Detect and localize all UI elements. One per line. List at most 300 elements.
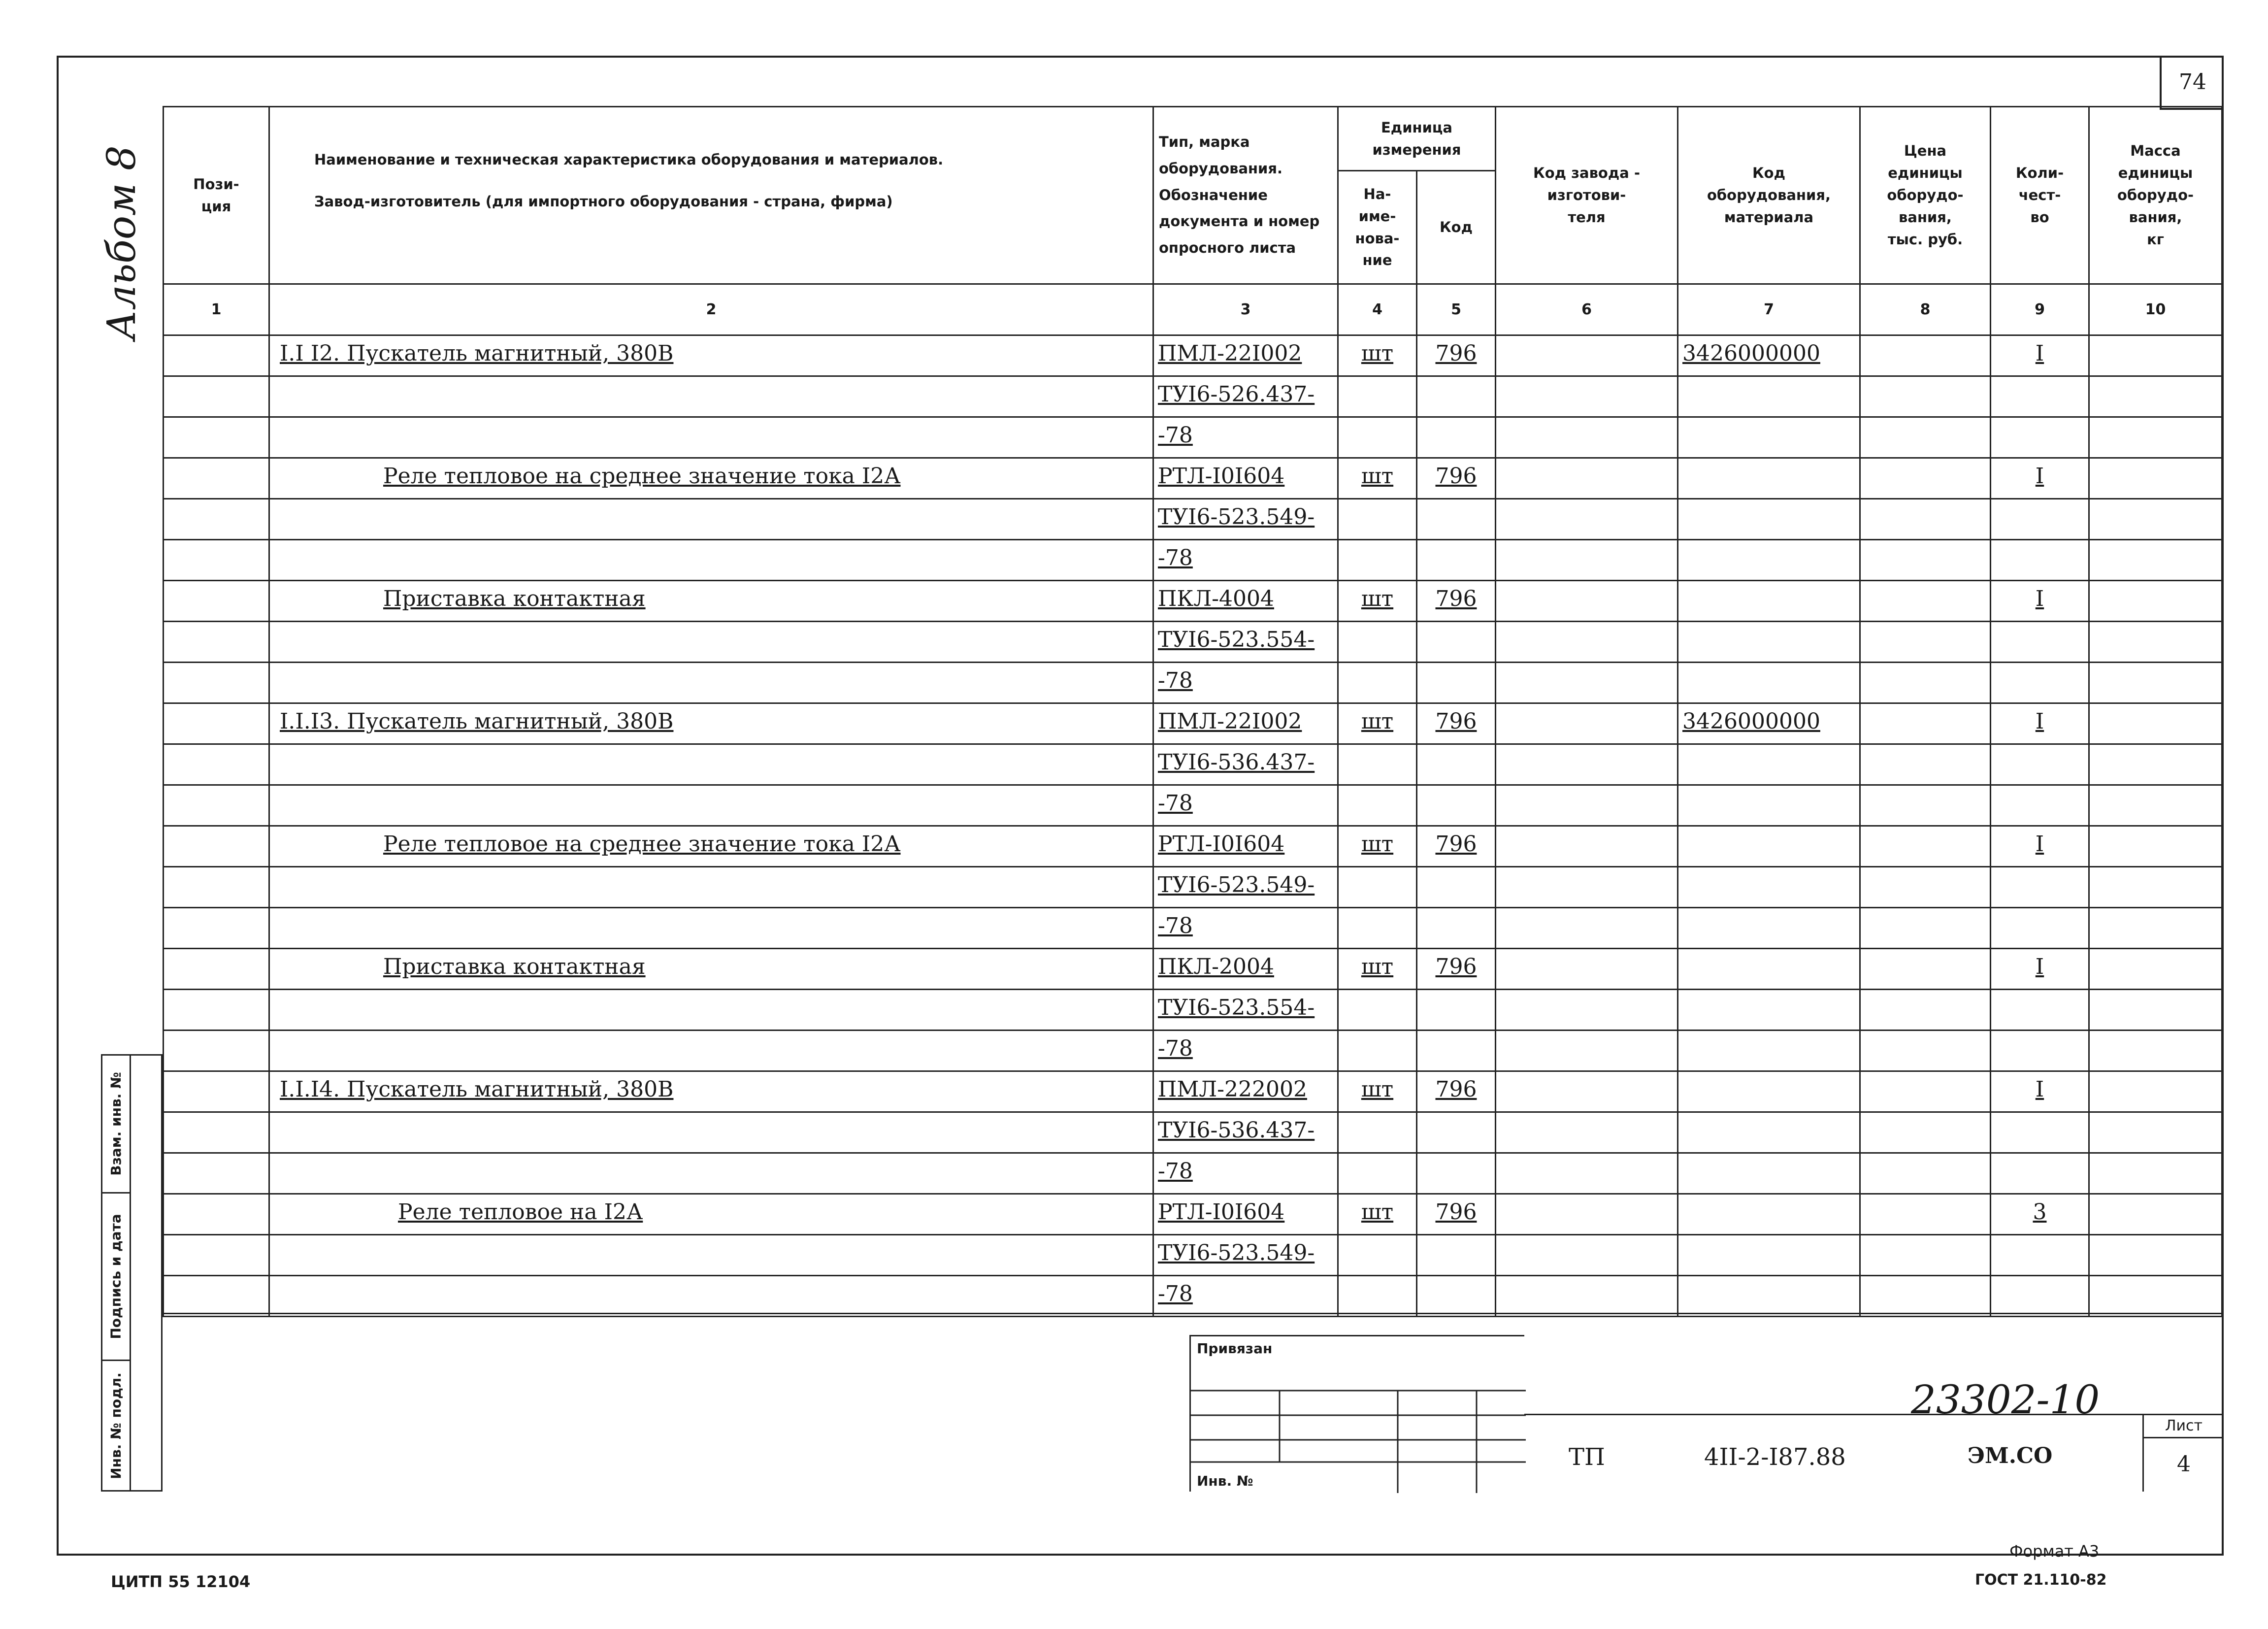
header-col-name-line1: Наименование и техническая характеристика оборудования и материалов. — [314, 151, 944, 168]
cell-price — [1860, 908, 1991, 949]
table-row — [164, 1194, 2222, 1235]
cell-unit-name: шт — [1338, 826, 1417, 867]
cell-equipment-code — [1678, 622, 1860, 663]
table-row — [164, 785, 2222, 826]
column-number: 2 — [269, 284, 1153, 335]
cell-price — [1860, 785, 1991, 826]
table-row — [164, 540, 2222, 581]
cell-equipment-code — [1678, 908, 1860, 949]
cell-quantity: I — [1991, 581, 2089, 622]
header-col-unit-code: Код — [1417, 171, 1496, 284]
cell-quantity — [1991, 540, 2089, 581]
cell-mass — [2089, 622, 2222, 663]
cell-mass — [2089, 663, 2222, 703]
cell-name — [269, 744, 1153, 785]
cell-unit-name — [1338, 1153, 1417, 1194]
cell-unit-name — [1338, 1276, 1417, 1317]
cell-unit-code — [1417, 540, 1496, 581]
cell-plant-code — [1496, 335, 1678, 376]
sheet-number: 74 — [2160, 56, 2224, 110]
column-number: 3 — [1153, 284, 1338, 335]
cell-plant-code — [1496, 1153, 1678, 1194]
cell-unit-name — [1338, 785, 1417, 826]
cell-mass — [2089, 1153, 2222, 1194]
cell-plant-code — [1496, 908, 1678, 949]
cell-quantity — [1991, 1153, 2089, 1194]
cell-price — [1860, 990, 1991, 1031]
title-block-top-line — [163, 1313, 2224, 1314]
cell-unit-name: шт — [1338, 1194, 1417, 1235]
cell-equipment-code: 3426000000 — [1678, 703, 1860, 744]
cell-name — [269, 499, 1153, 540]
cell-type: -78 — [1153, 1031, 1338, 1071]
table-row — [164, 744, 2222, 785]
table-row — [164, 581, 2222, 622]
cell-quantity — [1991, 376, 2089, 417]
table-row — [164, 417, 2222, 458]
header-col-price: Цена единицы оборудо- вания, тыс. руб. — [1860, 107, 1991, 284]
table-row — [164, 1276, 2222, 1317]
cell-position — [164, 703, 269, 744]
sidebar-original-inv — [102, 1361, 130, 1490]
cell-position — [164, 1194, 269, 1235]
table-row — [164, 990, 2222, 1031]
cell-quantity — [1991, 663, 2089, 703]
cell-name: Реле тепловое на I2А — [269, 1194, 1153, 1235]
cell-equipment-code — [1678, 867, 1860, 908]
header-col-equipment-code: Код оборудования, материала — [1678, 107, 1860, 284]
cell-unit-code — [1417, 417, 1496, 458]
cell-type: ТУI6-523.549- — [1153, 1235, 1338, 1276]
cell-position — [164, 867, 269, 908]
document-code: ЭМ.СО — [1968, 1443, 2053, 1468]
table-row — [164, 1153, 2222, 1194]
cell-unit-code — [1417, 1153, 1496, 1194]
cell-quantity: I — [1991, 458, 2089, 499]
header-col-unit: Единица измерения — [1338, 107, 1496, 171]
cell-mass — [2089, 376, 2222, 417]
cell-mass — [2089, 908, 2222, 949]
table-row — [164, 376, 2222, 417]
cell-type: ПКЛ-4004 — [1153, 581, 1338, 622]
cell-type: ТУI6-523.549- — [1153, 499, 1338, 540]
cell-equipment-code — [1678, 581, 1860, 622]
cell-quantity — [1991, 417, 2089, 458]
cell-name — [269, 663, 1153, 703]
cell-position — [164, 1071, 269, 1112]
binding-block — [1189, 1335, 1524, 1492]
cell-position — [164, 1235, 269, 1276]
table-body — [164, 335, 2222, 1317]
cell-position — [164, 1112, 269, 1153]
cell-price — [1860, 1031, 1991, 1071]
cell-equipment-code — [1678, 1031, 1860, 1071]
cell-mass — [2089, 949, 2222, 990]
cell-type: -78 — [1153, 417, 1338, 458]
column-number: 10 — [2089, 284, 2222, 335]
cell-mass — [2089, 785, 2222, 826]
cell-plant-code — [1496, 458, 1678, 499]
cell-type: -78 — [1153, 663, 1338, 703]
cell-name: I.I.I4. Пускатель магнитный, 380В — [269, 1071, 1153, 1112]
cell-mass — [2089, 458, 2222, 499]
cell-mass — [2089, 540, 2222, 581]
approval-sidebar — [101, 1054, 163, 1492]
cell-name — [269, 622, 1153, 663]
cell-mass — [2089, 1194, 2222, 1235]
sidebar-divider — [130, 1056, 131, 1490]
cell-unit-name: шт — [1338, 949, 1417, 990]
cell-unit-code: 796 — [1417, 335, 1496, 376]
cell-mass — [2089, 744, 2222, 785]
cell-plant-code — [1496, 785, 1678, 826]
table-row — [164, 458, 2222, 499]
cell-plant-code — [1496, 499, 1678, 540]
cell-quantity: I — [1991, 826, 2089, 867]
cell-mass — [2089, 1071, 2222, 1112]
table-row — [164, 663, 2222, 703]
sheet-box — [2142, 1414, 2224, 1492]
cell-unit-code: 796 — [1417, 826, 1496, 867]
cell-price — [1860, 1071, 1991, 1112]
cell-position — [164, 458, 269, 499]
cell-equipment-code — [1678, 949, 1860, 990]
table-row — [164, 622, 2222, 663]
cell-name — [269, 376, 1153, 417]
cell-equipment-code — [1678, 826, 1860, 867]
cell-price — [1860, 949, 1991, 990]
cell-price — [1860, 1235, 1991, 1276]
cell-price — [1860, 581, 1991, 622]
cell-plant-code — [1496, 1276, 1678, 1317]
handwritten-stamp: 23302-10 — [1911, 1377, 2100, 1423]
binding-grid — [1191, 1336, 1526, 1493]
column-number: 8 — [1860, 284, 1991, 335]
cell-name: Реле тепловое на среднее значение тока I2А — [269, 826, 1153, 867]
cell-plant-code — [1496, 949, 1678, 990]
cell-type: ПМЛ-222002 — [1153, 1071, 1338, 1112]
cell-unit-code — [1417, 990, 1496, 1031]
cell-name — [269, 1235, 1153, 1276]
cell-plant-code — [1496, 826, 1678, 867]
cell-position — [164, 826, 269, 867]
cell-mass — [2089, 499, 2222, 540]
table-row — [164, 867, 2222, 908]
cell-type: ТУI6-536.437- — [1153, 744, 1338, 785]
cell-name — [269, 417, 1153, 458]
cell-price — [1860, 744, 1991, 785]
cell-mass — [2089, 335, 2222, 376]
cell-equipment-code — [1678, 1194, 1860, 1235]
specification-table — [163, 106, 2223, 1317]
cell-mass — [2089, 703, 2222, 744]
sidebar-signature-date — [102, 1194, 130, 1361]
cell-unit-name — [1338, 744, 1417, 785]
footer-format: Формат А3 — [2009, 1542, 2100, 1561]
cell-equipment-code — [1678, 1276, 1860, 1317]
cell-position — [164, 622, 269, 663]
cell-price — [1860, 499, 1991, 540]
cell-unit-name — [1338, 908, 1417, 949]
cell-unit-name: шт — [1338, 1071, 1417, 1112]
table-row — [164, 949, 2222, 990]
table-row — [164, 908, 2222, 949]
header-row-1 — [164, 107, 2222, 171]
cell-unit-name — [1338, 540, 1417, 581]
cell-unit-name — [1338, 417, 1417, 458]
sidebar-original-inv-label: Инв. № подл. — [108, 1372, 125, 1479]
header-col-name-line2: Завод-изготовитель (для импортного оборудования - страна, фирма) — [314, 193, 893, 210]
cell-unit-code — [1417, 867, 1496, 908]
cell-position — [164, 908, 269, 949]
cell-name — [269, 908, 1153, 949]
table-row — [164, 826, 2222, 867]
cell-type: ПМЛ-22I002 — [1153, 335, 1338, 376]
cell-position — [164, 499, 269, 540]
cell-position — [164, 785, 269, 826]
cell-mass — [2089, 1276, 2222, 1317]
cell-price — [1860, 703, 1991, 744]
cell-mass — [2089, 867, 2222, 908]
table-row — [164, 1235, 2222, 1276]
header-col-position: Пози- ция — [164, 107, 269, 284]
cell-plant-code — [1496, 540, 1678, 581]
table-row — [164, 703, 2222, 744]
cell-equipment-code — [1678, 1153, 1860, 1194]
cell-name — [269, 1112, 1153, 1153]
cell-unit-name — [1338, 499, 1417, 540]
cell-price — [1860, 458, 1991, 499]
cell-price — [1860, 376, 1991, 417]
cell-quantity — [1991, 1112, 2089, 1153]
cell-unit-code: 796 — [1417, 581, 1496, 622]
cell-quantity: I — [1991, 703, 2089, 744]
cell-mass — [2089, 990, 2222, 1031]
cell-unit-name — [1338, 1112, 1417, 1153]
cell-name — [269, 1153, 1153, 1194]
cell-position — [164, 949, 269, 990]
cell-mass — [2089, 1235, 2222, 1276]
cell-price — [1860, 826, 1991, 867]
cell-equipment-code — [1678, 417, 1860, 458]
cell-quantity: 3 — [1991, 1194, 2089, 1235]
header-col-name — [269, 107, 1153, 284]
header-col-quantity: Коли- чест- во — [1991, 107, 2089, 284]
cell-equipment-code — [1678, 744, 1860, 785]
cell-plant-code — [1496, 744, 1678, 785]
cell-price — [1860, 540, 1991, 581]
cell-equipment-code — [1678, 785, 1860, 826]
cell-position — [164, 581, 269, 622]
cell-quantity: I — [1991, 335, 2089, 376]
cell-equipment-code — [1678, 376, 1860, 417]
cell-type: ТУI6-523.554- — [1153, 622, 1338, 663]
cell-plant-code — [1496, 1031, 1678, 1071]
column-number: 1 — [164, 284, 269, 335]
cell-unit-code — [1417, 908, 1496, 949]
cell-type: РТЛ-I0I604 — [1153, 458, 1338, 499]
cell-position — [164, 1153, 269, 1194]
cell-equipment-code — [1678, 540, 1860, 581]
cell-name: Приставка контактная — [269, 949, 1153, 990]
cell-equipment-code: 3426000000 — [1678, 335, 1860, 376]
cell-name — [269, 1031, 1153, 1071]
cell-position — [164, 990, 269, 1031]
cell-position — [164, 1031, 269, 1071]
cell-price — [1860, 622, 1991, 663]
cell-name — [269, 867, 1153, 908]
cell-equipment-code — [1678, 1071, 1860, 1112]
cell-type: ПМЛ-22I002 — [1153, 703, 1338, 744]
sheet-label: Лист — [2144, 1414, 2224, 1438]
cell-price — [1860, 335, 1991, 376]
cell-price — [1860, 663, 1991, 703]
cell-quantity — [1991, 867, 2089, 908]
cell-unit-code — [1417, 1235, 1496, 1276]
cell-unit-code — [1417, 1112, 1496, 1153]
cell-type: -78 — [1153, 908, 1338, 949]
column-number: 9 — [1991, 284, 2089, 335]
table-row — [164, 499, 2222, 540]
cell-position — [164, 540, 269, 581]
sheet-value: 4 — [2177, 1452, 2191, 1477]
cell-unit-code — [1417, 376, 1496, 417]
tp-label: ТП — [1569, 1443, 1605, 1471]
cell-price — [1860, 1112, 1991, 1153]
cell-quantity — [1991, 622, 2089, 663]
cell-type: РТЛ-I0I604 — [1153, 826, 1338, 867]
cell-unit-name: шт — [1338, 458, 1417, 499]
cell-position — [164, 417, 269, 458]
cell-price — [1860, 867, 1991, 908]
cell-quantity — [1991, 990, 2089, 1031]
cell-unit-name: шт — [1338, 335, 1417, 376]
cell-unit-code — [1417, 499, 1496, 540]
cell-unit-name — [1338, 376, 1417, 417]
cell-unit-code: 796 — [1417, 949, 1496, 990]
column-number: 7 — [1678, 284, 1860, 335]
sidebar-replaced-inv-label: Взам. инв. № — [108, 1072, 125, 1176]
cell-name — [269, 990, 1153, 1031]
table-row — [164, 335, 2222, 376]
cell-price — [1860, 1194, 1991, 1235]
cell-type: -78 — [1153, 1153, 1338, 1194]
cell-name — [269, 785, 1153, 826]
header-col-plant-code: Код завода - изготови- теля — [1496, 107, 1678, 284]
cell-plant-code — [1496, 867, 1678, 908]
cell-name — [269, 540, 1153, 581]
cell-unit-name: шт — [1338, 581, 1417, 622]
cell-quantity: I — [1991, 949, 2089, 990]
cell-unit-code: 796 — [1417, 1071, 1496, 1112]
cell-type: ТУI6-526.437- — [1153, 376, 1338, 417]
cell-mass — [2089, 417, 2222, 458]
cell-type: ПКЛ-2004 — [1153, 949, 1338, 990]
cell-price — [1860, 417, 1991, 458]
cell-unit-name — [1338, 867, 1417, 908]
footer-gost: ГОСТ 21.110-82 — [1975, 1571, 2107, 1589]
cell-unit-code: 796 — [1417, 703, 1496, 744]
cell-name — [269, 1276, 1153, 1317]
cell-quantity: I — [1991, 1071, 2089, 1112]
cell-type: -78 — [1153, 1276, 1338, 1317]
cell-plant-code — [1496, 703, 1678, 744]
table-row — [164, 1112, 2222, 1153]
cell-name: Приставка контактная — [269, 581, 1153, 622]
cell-unit-code — [1417, 622, 1496, 663]
cell-unit-name — [1338, 1235, 1417, 1276]
cell-equipment-code — [1678, 1112, 1860, 1153]
sidebar-replaced-inv — [102, 1056, 130, 1194]
cell-quantity — [1991, 785, 2089, 826]
margin-note: Альбом 8 — [99, 145, 144, 340]
table-row — [164, 1031, 2222, 1071]
cell-unit-code: 796 — [1417, 458, 1496, 499]
column-number-row — [164, 284, 2222, 335]
cell-plant-code — [1496, 1235, 1678, 1276]
cell-mass — [2089, 826, 2222, 867]
cell-type: -78 — [1153, 785, 1338, 826]
cell-name: Реле тепловое на среднее значение тока I2А — [269, 458, 1153, 499]
cell-position — [164, 335, 269, 376]
cell-plant-code — [1496, 663, 1678, 703]
cell-quantity — [1991, 1031, 2089, 1071]
cell-quantity — [1991, 1276, 2089, 1317]
cell-type: ТУI6-523.554- — [1153, 990, 1338, 1031]
cell-mass — [2089, 1031, 2222, 1071]
cell-equipment-code — [1678, 1235, 1860, 1276]
cell-unit-name — [1338, 1031, 1417, 1071]
cell-unit-name — [1338, 663, 1417, 703]
cell-type: ТУI6-523.549- — [1153, 867, 1338, 908]
cell-plant-code — [1496, 990, 1678, 1031]
cell-position — [164, 744, 269, 785]
cell-price — [1860, 1276, 1991, 1317]
cell-equipment-code — [1678, 663, 1860, 703]
cell-type: РТЛ-I0I604 — [1153, 1194, 1338, 1235]
cell-plant-code — [1496, 1071, 1678, 1112]
cell-equipment-code — [1678, 499, 1860, 540]
column-number: 5 — [1417, 284, 1496, 335]
binding-label: Привязан — [1197, 1340, 1273, 1357]
cell-unit-code — [1417, 1031, 1496, 1071]
cell-position — [164, 663, 269, 703]
column-number: 6 — [1496, 284, 1678, 335]
header-col-type: Тип, марка оборудования. Обозначение документа и номер опросного листа — [1153, 107, 1338, 284]
cell-type: ТУI6-536.437- — [1153, 1112, 1338, 1153]
title-block-row-line — [1524, 1414, 2224, 1415]
cell-type: -78 — [1153, 540, 1338, 581]
cell-quantity — [1991, 499, 2089, 540]
cell-position — [164, 376, 269, 417]
cell-unit-name — [1338, 990, 1417, 1031]
cell-price — [1860, 1153, 1991, 1194]
cell-equipment-code — [1678, 458, 1860, 499]
cell-plant-code — [1496, 376, 1678, 417]
cell-quantity — [1991, 1235, 2089, 1276]
column-number: 4 — [1338, 284, 1417, 335]
cell-unit-code — [1417, 744, 1496, 785]
cell-name: I.I I2. Пускатель магнитный, 380В — [269, 335, 1153, 376]
cell-mass — [2089, 581, 2222, 622]
cell-unit-code: 796 — [1417, 1194, 1496, 1235]
cell-quantity — [1991, 744, 2089, 785]
cell-equipment-code — [1678, 990, 1860, 1031]
cell-mass — [2089, 1112, 2222, 1153]
table-row — [164, 1071, 2222, 1112]
sidebar-signature-date-label: Подпись и дата — [108, 1214, 125, 1339]
cell-unit-code — [1417, 663, 1496, 703]
